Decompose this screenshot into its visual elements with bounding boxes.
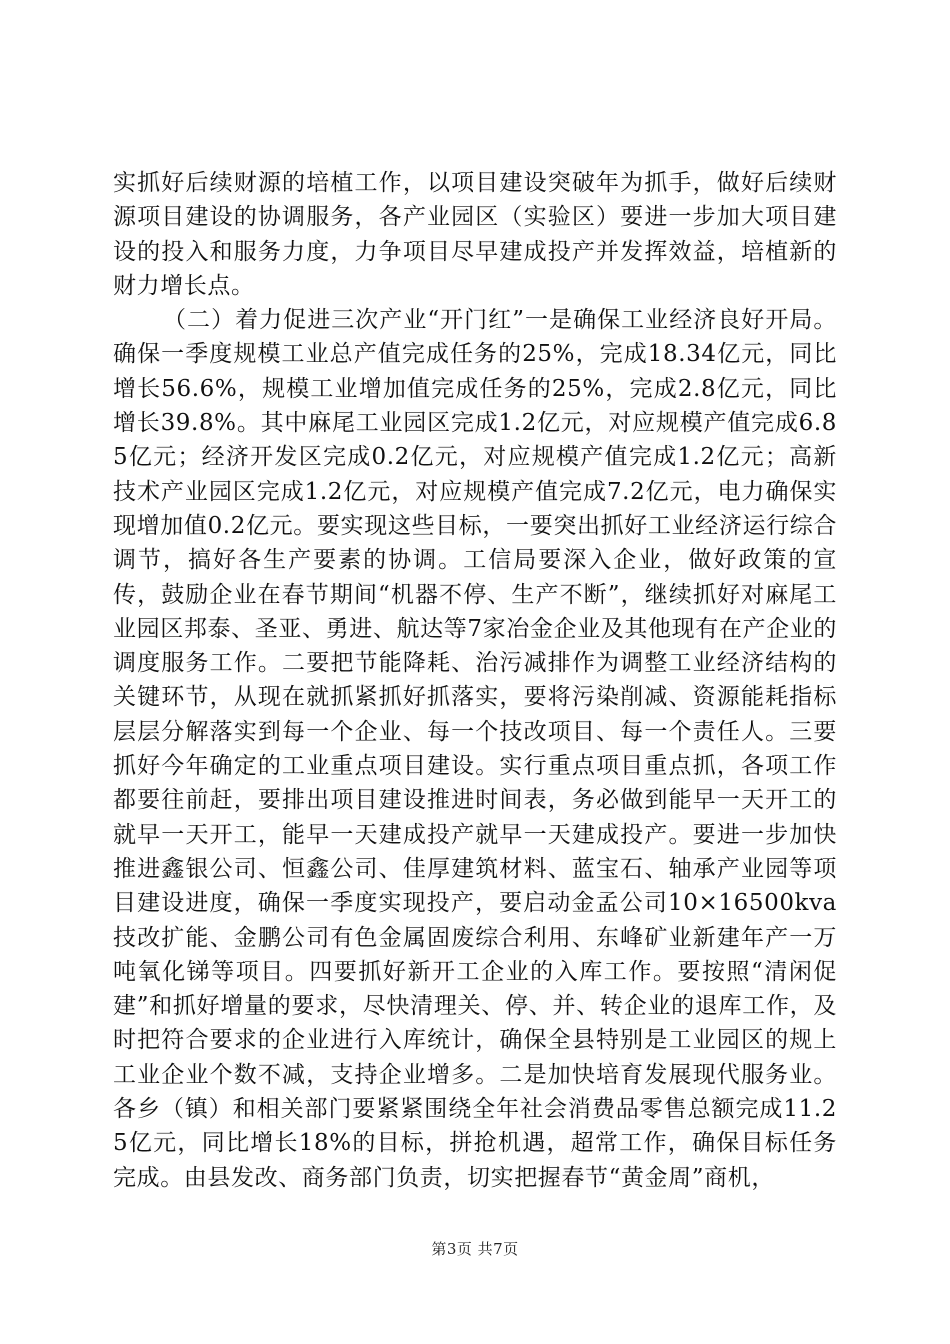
paragraph-continuation: 实抓好后续财源的培植工作，以项目建设突破年为抓手，做好后续财源项目建设的协调服务，各产业园区（实验区）要进一步加大项目建设的投入和服务力度，力争项目尽早建成投产并发挥效益，培植新的财力增长点。 [113,170,837,299]
page-number-footer: 第3页 共7页 [431,1240,519,1258]
paragraph-industry-section: （二）着力促进三次产业“开门红”一是确保工业经济良好开局。确保一季度规模工业总产值完成任务的25%，完成18.34亿元，同比增长56.6%，规模工业增加值完成任务的25%，完成2.8亿元，同比增长39.8%。其中麻尾工业园区完成1.2亿元，对应规模产值完成6.85亿元；经济开发区完成0.2亿元，对应规模产值完成1.2亿元；高新技术产业园区完成1.2亿元，对应规模产值完成7.2亿元，电力确保实现增加值0.2亿元。要实现这些目标，一要突出抓好工业经济运行综合调节，搞好各生产要素的协调。工信局要深入企业，做好政策的宣传，鼓励企业在春节期间“机器不停、生产不断”，继续抓好对麻尾工业园区邦泰、圣亚、勇进、航达等7家冶金企业及其他现有在产企业的调度服务工作。二要把节能降耗、治污减排作为调整工业经济结构的关键环节，从现在就抓紧抓好抓落实，要将污染削减、资源能耗指标层层分解落实到每一个企业、每一个技改项目、每一个责任人。三要抓好今年确定的工业重点项目建设。实行重点项目重点抓，各项工作都要往前赶，要排出项目建设推进时间表，务必做到能早一天开工的就早一天开工，能早一天建成投产就早一天建成投产。要进一步加快推进鑫银公司、恒鑫公司、佳厚建筑材料、蓝宝石、轴承产业园等项目建设进度，确保一季度实现投产，要启动金孟公司10×16500kva技改扩能、金鹏公司有色金属固废综合利用、东峰矿业新建年产一万吨氧化锑等项目。四要抓好新开工企业的入库工作。要按照“清闲促建”和抓好增量的要求，尽快清理关、停、并、转企业的退库工作，及时把符合要求的企业进行入库统计，确保全县特别是工业园区的规上工业企业个数不减，支持企业增多。二是加快培育发展现代服务业。各乡（镇）和相关部门要紧紧围绕全年社会消费品零售总额完成11.25亿元，同比增长18%的目标，拼抢机遇，超常工作，确保目标任务完成。由县发改、商务部门负责，切实把握春节“黄金周”商机， [113,307,837,1191]
document-body [113,166,837,1195]
